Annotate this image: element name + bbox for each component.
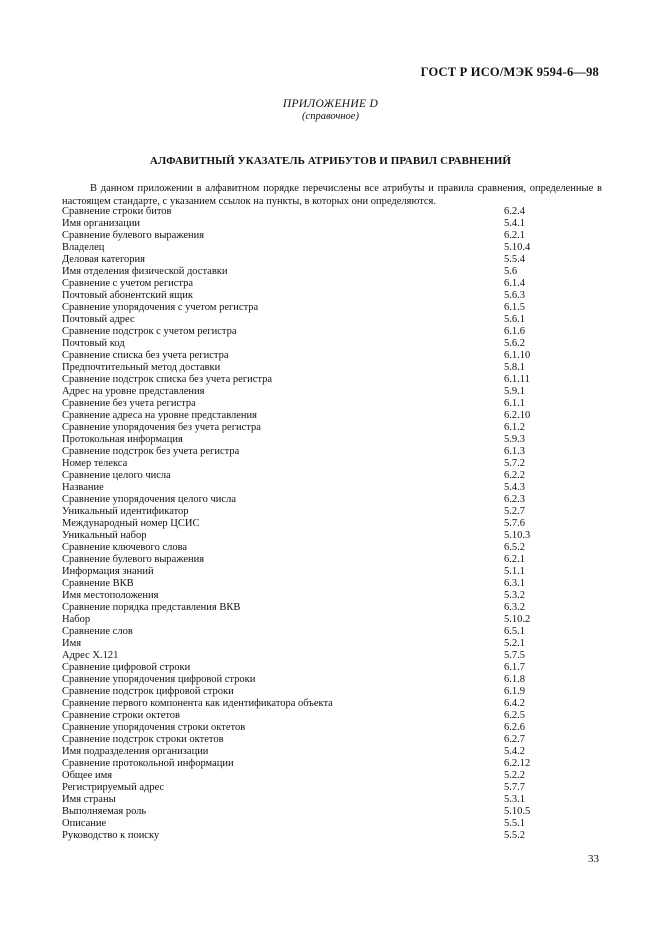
index-entry-reference: 5.10.4: [504, 242, 531, 253]
index-entry-reference: 5.3.2: [504, 590, 525, 601]
index-entry-reference: 6.1.9: [504, 686, 525, 697]
index-entry-reference: 5.10.5: [504, 806, 531, 817]
index-entry-reference: 5.4.1: [504, 218, 525, 229]
index-entry: [62, 458, 542, 470]
index-entry: [62, 410, 542, 422]
index-entry-reference: 5.6: [504, 266, 518, 277]
index-entry-name: Адрес на уровне представления: [62, 386, 205, 397]
index-entry-name: Почтовый адрес: [62, 314, 135, 325]
index-entry-reference: 6.1.4: [504, 278, 525, 289]
index-entry-name: Название: [62, 482, 104, 493]
index-entry-reference: 6.2.10: [504, 410, 531, 421]
index-entry-name: Сравнение целого числа: [62, 470, 171, 481]
index-entry: [62, 506, 542, 518]
index-entry-name: Номер телекса: [62, 458, 128, 469]
index-entry-name: Сравнение первого компонента как идентификатора объекта: [62, 698, 333, 709]
index-entry: [62, 602, 542, 614]
index-entry-reference: 6.2.7: [504, 734, 525, 745]
index-entry-name: Имя местоположения: [62, 590, 159, 601]
index-entry-name: Сравнение подстрок цифровой строки: [62, 686, 234, 697]
index-entry: [62, 662, 542, 674]
appendix-title: ПРИЛОЖЕНИЕ D: [282, 98, 379, 110]
index-entry: [62, 482, 542, 494]
index-entry-reference: 6.1.7: [504, 662, 525, 673]
index-entry: [62, 470, 542, 482]
index-entry-name: Сравнение списка без учета регистра: [62, 350, 229, 361]
index-entry: [62, 374, 542, 386]
index-entry-reference: 5.10.2: [504, 614, 531, 625]
index-entry-name: Владелец: [62, 242, 105, 253]
index-entry: [62, 518, 542, 530]
index-entry: [62, 734, 542, 746]
index-entry: [62, 278, 542, 290]
index-entry-reference: 6.2.1: [504, 554, 525, 565]
index-entry: [62, 590, 542, 602]
index-entry-reference: 5.7.2: [504, 458, 525, 469]
index-entry: [62, 806, 542, 818]
index-entry-name: Имя организации: [62, 218, 141, 229]
index-entry-name: Сравнение строки октетов: [62, 710, 181, 721]
index-entry-name: Руководство к поиску: [62, 830, 160, 841]
index-entry: [62, 290, 542, 302]
index-entry-name: Сравнение подстрок списка без учета регистра: [62, 374, 273, 385]
index-entry: [62, 782, 542, 794]
index-entry-name: Сравнение ВКВ: [62, 578, 134, 589]
index-entry-reference: 5.5.4: [504, 254, 525, 265]
index-entry: [62, 230, 542, 242]
index-entry-reference: 5.4.3: [504, 482, 525, 493]
index-entry: [62, 794, 542, 806]
index-entry-name: Почтовый код: [62, 338, 125, 349]
index-entry-name: Протокольная информация: [62, 434, 183, 445]
index-entry-name: Регистрируемый адрес: [62, 782, 165, 793]
index-entry: [62, 830, 542, 842]
index-entry: [62, 254, 542, 266]
index-entry-reference: 6.2.5: [504, 710, 525, 721]
index-entry: [62, 398, 542, 410]
index-entry-name: Сравнение адреса на уровне представления: [62, 410, 257, 421]
index-entry-name: Общее имя: [62, 770, 113, 781]
index-entry-reference: 6.1.3: [504, 446, 525, 457]
index-entry-reference: 5.6.1: [504, 314, 525, 325]
index-entry-reference: 6.2.4: [504, 206, 525, 217]
index-entry-reference: 6.5.2: [504, 542, 525, 553]
attribute-index-list: [62, 206, 542, 842]
index-entry-reference: 5.6.3: [504, 290, 525, 301]
index-entry: [62, 674, 542, 686]
standard-designation: ГОСТ Р ИСО/МЭК 9594-6—98: [420, 65, 599, 79]
index-entry: [62, 554, 542, 566]
index-entry: [62, 566, 542, 578]
index-entry: [62, 386, 542, 398]
index-entry: [62, 434, 542, 446]
index-entry: [62, 818, 542, 830]
index-entry-reference: 6.2.3: [504, 494, 525, 505]
index-entry-name: Сравнение упорядочения строки октетов: [62, 722, 246, 733]
index-entry-name: Предпочтительный метод доставки: [62, 362, 221, 373]
index-entry-reference: 6.1.8: [504, 674, 525, 685]
index-entry-reference: 6.1.11: [504, 374, 530, 385]
index-entry-name: Сравнение упорядочения цифровой строки: [62, 674, 256, 685]
index-entry-reference: 6.1.2: [504, 422, 525, 433]
index-entry-reference: 5.6.2: [504, 338, 525, 349]
index-entry-name: Имя отделения физической доставки: [62, 266, 228, 277]
index-entry-name: Сравнение слов: [62, 626, 133, 637]
index-entry: [62, 362, 542, 374]
index-entry-reference: 5.4.2: [504, 746, 525, 757]
index-entry-name: Описание: [62, 818, 107, 829]
index-entry: [62, 698, 542, 710]
index-entry-name: Выполняемая роль: [62, 806, 147, 817]
index-entry-reference: 5.2.7: [504, 506, 525, 517]
index-entry-name: Сравнение булевого выражения: [62, 230, 205, 241]
index-entry-name: Сравнение булевого выражения: [62, 554, 205, 565]
index-entry-reference: 5.3.1: [504, 794, 525, 805]
index-entry-name: Адрес X.121: [62, 650, 119, 661]
index-entry: [62, 770, 542, 782]
index-entry: [62, 326, 542, 338]
index-entry-reference: 6.1.5: [504, 302, 525, 313]
index-entry: [62, 710, 542, 722]
index-entry-reference: 6.4.2: [504, 698, 525, 709]
index-entry-reference: 6.2.12: [504, 758, 531, 769]
index-entry-name: Сравнение порядка представления ВКВ: [62, 602, 241, 613]
index-entry: [62, 266, 542, 278]
index-entry: [62, 422, 542, 434]
index-entry-name: Уникальный идентификатор: [62, 506, 189, 517]
index-entry-name: Сравнение подстрок строки октетов: [62, 734, 224, 745]
index-entry-name: Имя страны: [62, 794, 116, 805]
appendix-subtitle: (справочное): [302, 111, 359, 122]
index-entry-reference: 5.8.1: [504, 362, 525, 373]
index-entry-name: Имя подразделения организации: [62, 746, 209, 757]
index-entry: [62, 206, 542, 218]
index-entry: [62, 542, 542, 554]
index-entry: [62, 758, 542, 770]
index-entry-name: Деловая категория: [62, 254, 145, 265]
index-entry-reference: 6.1.1: [504, 398, 525, 409]
index-entry-reference: 5.7.7: [504, 782, 525, 793]
index-entry: [62, 218, 542, 230]
index-entry: [62, 722, 542, 734]
index-entry: [62, 494, 542, 506]
index-entry-name: Сравнение с учетом регистра: [62, 278, 194, 289]
index-entry-reference: 6.2.6: [504, 722, 525, 733]
index-entry-name: Сравнение протокольной информации: [62, 758, 234, 769]
intro-paragraph: В данном приложении в алфавитном порядке перечислены все атрибуты и правила сравнения, определенные в настоящем стандарте, с указанием ссылок на пункты, в которых они определяются.: [62, 183, 602, 207]
index-entry: [62, 302, 542, 314]
index-entry-reference: 5.2.2: [504, 770, 525, 781]
index-entry-reference: 6.1.6: [504, 326, 525, 337]
index-entry-reference: 6.2.2: [504, 470, 525, 481]
index-entry-reference: 5.10.3: [504, 530, 531, 541]
index-entry: [62, 746, 542, 758]
index-entry-name: Сравнение упорядочения с учетом регистра: [62, 302, 259, 313]
index-entry-reference: 6.1.10: [504, 350, 531, 361]
index-entry: [62, 314, 542, 326]
index-entry-reference: 6.3.2: [504, 602, 525, 613]
index-entry: [62, 446, 542, 458]
index-entry: [62, 350, 542, 362]
index-entry: [62, 614, 542, 626]
index-entry-name: Сравнение подстрок с учетом регистра: [62, 326, 237, 337]
index-entry: [62, 626, 542, 638]
index-entry-name: Сравнение строки битов: [62, 206, 172, 217]
index-entry-name: Сравнение упорядочения без учета регистра: [62, 422, 261, 433]
index-entry-name: Сравнение упорядочения целого числа: [62, 494, 236, 505]
index-entry-name: Сравнение подстрок без учета регистра: [62, 446, 240, 457]
index-entry-name: Уникальный набор: [62, 530, 147, 541]
index-entry-reference: 5.2.1: [504, 638, 525, 649]
index-entry-reference: 5.5.1: [504, 818, 525, 829]
index-entry-reference: 5.5.2: [504, 830, 525, 841]
index-entry-reference: 5.1.1: [504, 566, 525, 577]
index-entry-reference: 6.3.1: [504, 578, 525, 589]
index-entry-name: Сравнение цифровой строки: [62, 662, 191, 673]
index-entry-reference: 5.9.1: [504, 386, 525, 397]
index-entry-reference: 5.7.6: [504, 518, 525, 529]
index-entry-name: Почтовый абонентский ящик: [62, 290, 193, 301]
index-entry: [62, 242, 542, 254]
index-entry-name: Международный номер ЦСИС: [62, 518, 200, 529]
index-entry-reference: 6.5.1: [504, 626, 525, 637]
index-entry-reference: 6.2.1: [504, 230, 525, 241]
index-entry-name: Информация знаний: [62, 566, 154, 577]
index-entry: [62, 338, 542, 350]
index-entry-name: Сравнение без учета регистра: [62, 398, 196, 409]
index-entry-name: Сравнение ключевого слова: [62, 542, 188, 553]
index-entry: [62, 638, 542, 650]
index-entry: [62, 650, 542, 662]
index-entry-reference: 5.7.5: [504, 650, 525, 661]
index-title: АЛФАВИТНЫЙ УКАЗАТЕЛЬ АТРИБУТОВ И ПРАВИЛ СРАВНЕНИЙ: [149, 155, 512, 167]
index-entry: [62, 578, 542, 590]
index-entry-reference: 5.9.3: [504, 434, 525, 445]
index-entry-name: Имя: [62, 638, 82, 649]
page-number: 33: [588, 853, 599, 865]
index-entry-name: Набор: [62, 614, 91, 625]
index-entry: [62, 686, 542, 698]
index-entry: [62, 530, 542, 542]
